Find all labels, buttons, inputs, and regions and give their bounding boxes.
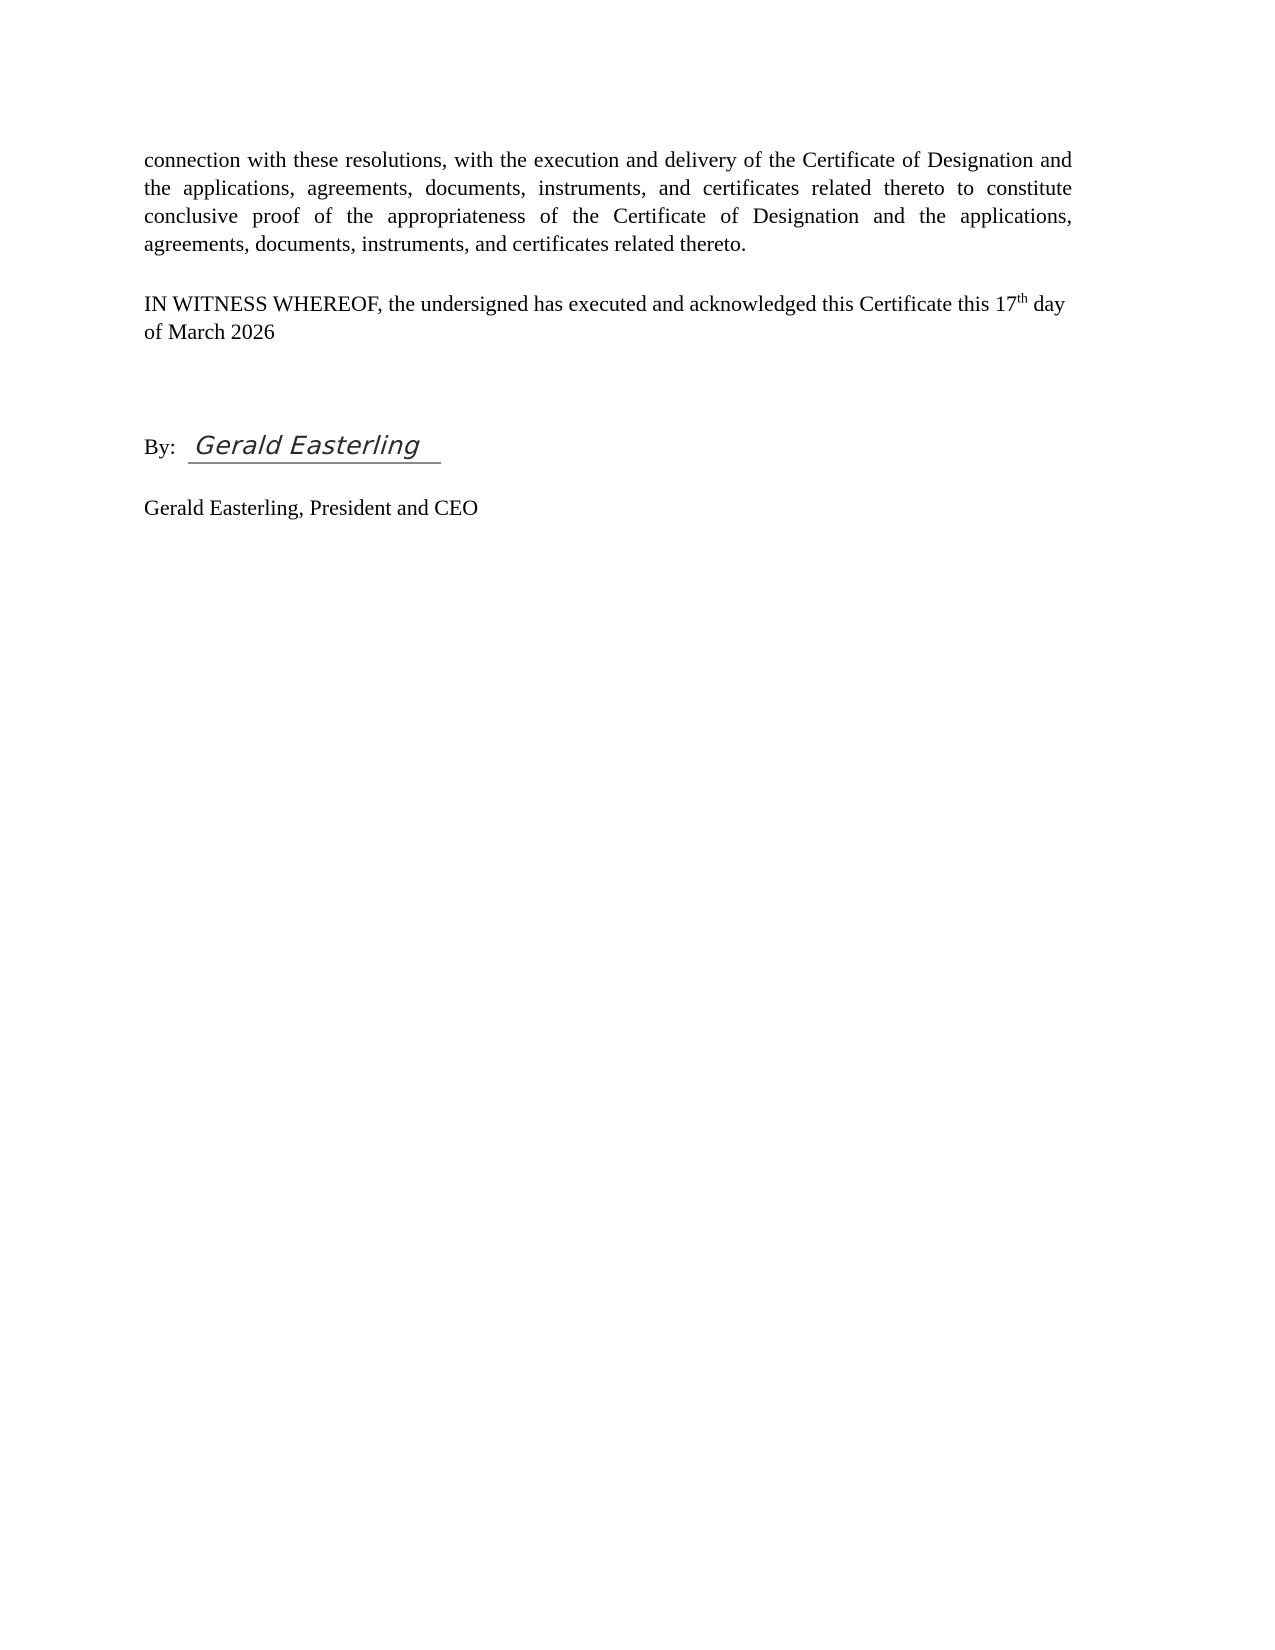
signature: Gerald Easterling — [188, 432, 444, 464]
ordinal-superscript: th — [1016, 291, 1028, 307]
witness-clause-text: IN WITNESS WHEREOF, the undersigned has executed and acknowledged this Certificate this 17 — [144, 291, 1017, 316]
document-content — [144, 146, 1072, 522]
witness-clause-date: day of March 2026 — [144, 291, 1066, 344]
body-paragraph: connection with these resolutions, with the execution and delivery of the Certificate of Designation and the applications, agreements, documents, instruments, and certificates related thereto to constitute conclusive proof of the appropriateness of the Certificate of Designation and the applications, agreements, documents, instruments, and certificates related thereto. — [144, 147, 1072, 256]
witness-clause — [144, 290, 1072, 346]
signer-name-title: Gerald Easterling, President and CEO — [144, 495, 479, 520]
signature-block — [144, 432, 1072, 464]
by-label: By: — [144, 434, 176, 459]
